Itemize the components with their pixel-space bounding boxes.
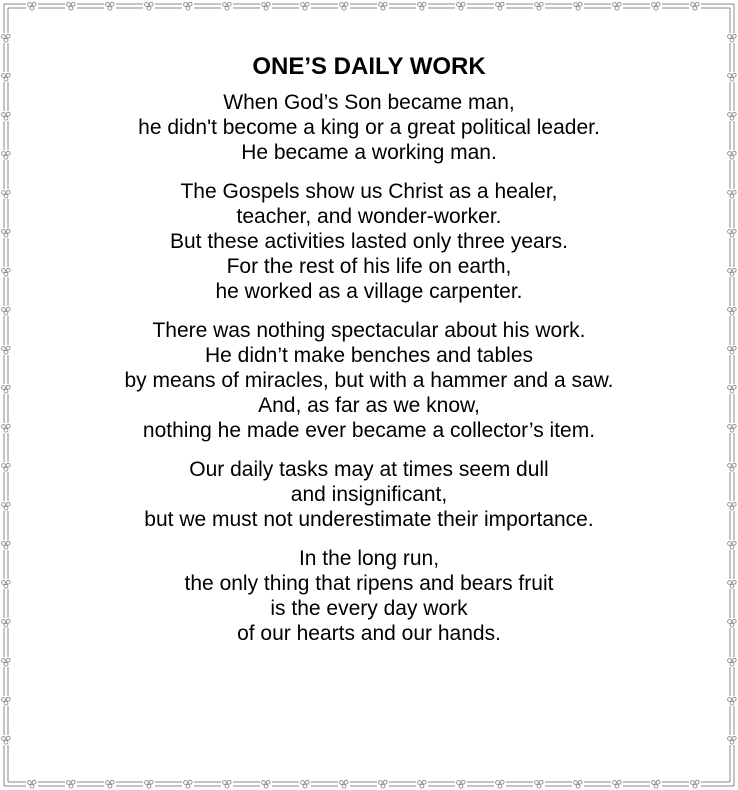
stanza-line: And, as far as we know, bbox=[258, 394, 480, 417]
vine-knot-icon bbox=[455, 1, 467, 11]
vine-knot-icon bbox=[65, 1, 77, 11]
vine-knot-icon bbox=[104, 1, 116, 11]
vine-knot-icon bbox=[0, 735, 12, 745]
stanza-5 bbox=[22, 546, 716, 646]
vine-knot-icon bbox=[0, 657, 12, 667]
vine-knot-icon bbox=[0, 111, 12, 121]
stanza-line: When God’s Son became man, bbox=[223, 91, 515, 114]
vine-knot-icon bbox=[726, 267, 738, 277]
vine-knot-icon bbox=[533, 1, 545, 11]
vine-knot-icon bbox=[0, 696, 12, 706]
stanza-line: he didn't become a king or a great political leader. bbox=[138, 116, 600, 139]
vine-knot-icon bbox=[0, 579, 12, 589]
vine-knot-icon bbox=[726, 423, 738, 433]
vine-knot-icon bbox=[726, 657, 738, 667]
vine-knot-icon bbox=[182, 779, 194, 789]
vine-knot-icon bbox=[689, 779, 701, 789]
vine-knot-icon bbox=[726, 111, 738, 121]
vine-knot-icon bbox=[260, 779, 272, 789]
page-title: ONE’S DAILY WORK bbox=[252, 53, 486, 80]
vine-knot-icon bbox=[533, 779, 545, 789]
vine-knot-icon bbox=[0, 423, 12, 433]
stanza-line: the only thing that ripens and bears fruit bbox=[184, 572, 554, 595]
vine-knot-icon bbox=[416, 1, 428, 11]
vine-knot-icon bbox=[26, 1, 38, 11]
vine-knot-icon bbox=[611, 1, 623, 11]
vine-knot-icon bbox=[494, 1, 506, 11]
vine-knot-icon bbox=[0, 540, 12, 550]
vine-knot-icon bbox=[260, 1, 272, 11]
stanza-2 bbox=[22, 179, 716, 304]
stanza-line: by means of miracles, but with a hammer and a saw. bbox=[124, 369, 614, 392]
vine-knot-icon bbox=[726, 189, 738, 199]
vine-knot-icon bbox=[182, 1, 194, 11]
vine-knot-icon bbox=[572, 779, 584, 789]
vine-knot-icon bbox=[104, 779, 116, 789]
vine-knot-icon bbox=[0, 345, 12, 355]
stanza-3 bbox=[22, 318, 716, 443]
vine-knot-icon bbox=[0, 267, 12, 277]
stanza-line: He didn’t make benches and tables bbox=[204, 344, 534, 367]
vine-knot-icon bbox=[299, 1, 311, 11]
vine-knot-icon bbox=[0, 384, 12, 394]
stanza-line: The Gospels show us Christ as a healer, bbox=[180, 180, 558, 203]
vine-knot-icon bbox=[726, 579, 738, 589]
vine-knot-icon bbox=[726, 33, 738, 43]
vine-knot-icon bbox=[726, 735, 738, 745]
vine-knot-icon bbox=[143, 1, 155, 11]
vine-knot-icon bbox=[65, 779, 77, 789]
vine-knot-icon bbox=[726, 462, 738, 472]
vine-knot-icon bbox=[377, 779, 389, 789]
vine-knot-icon bbox=[0, 72, 12, 82]
vine-knot-icon bbox=[0, 189, 12, 199]
stanza-line: For the rest of his life on earth, bbox=[226, 255, 512, 278]
vine-knot-icon bbox=[689, 1, 701, 11]
stanza-line: Our daily tasks may at times seem dull bbox=[189, 458, 549, 481]
vine-knot-icon bbox=[611, 779, 623, 789]
stanza-line: nothing he made ever became a collector’s item. bbox=[142, 419, 596, 442]
vine-knot-icon bbox=[726, 384, 738, 394]
vine-knot-icon bbox=[416, 779, 428, 789]
vine-knot-icon bbox=[338, 779, 350, 789]
vine-knot-icon bbox=[726, 618, 738, 628]
vine-knot-icon bbox=[0, 150, 12, 160]
stanza-line: but we must not underestimate their importance. bbox=[144, 508, 594, 531]
vine-knot-icon bbox=[26, 779, 38, 789]
vine-knot-icon bbox=[726, 72, 738, 82]
vine-knot-icon bbox=[726, 306, 738, 316]
stanza-4 bbox=[22, 457, 716, 532]
stanza-line: he worked as a village carpenter. bbox=[215, 280, 523, 303]
stanza-line: He became a working man. bbox=[241, 141, 497, 164]
vine-knot-icon bbox=[455, 779, 467, 789]
stanza-line: is the every day work bbox=[270, 597, 468, 620]
vine-knot-icon bbox=[0, 618, 12, 628]
stanza-line: In the long run, bbox=[298, 547, 440, 570]
vine-knot-icon bbox=[338, 1, 350, 11]
vine-knot-icon bbox=[726, 540, 738, 550]
vine-knot-icon bbox=[221, 779, 233, 789]
vine-knot-icon bbox=[221, 1, 233, 11]
vine-knot-icon bbox=[377, 1, 389, 11]
vine-knot-icon bbox=[0, 501, 12, 511]
stanza-line: There was nothing spectacular about his work. bbox=[152, 319, 586, 342]
stanza-line: teacher, and wonder-worker. bbox=[236, 205, 502, 228]
stanza-line: of our hearts and our hands. bbox=[237, 622, 501, 645]
vine-knot-icon bbox=[0, 33, 12, 43]
vine-knot-icon bbox=[726, 501, 738, 511]
vine-knot-icon bbox=[572, 1, 584, 11]
vine-knot-icon bbox=[143, 779, 155, 789]
reflection-text bbox=[22, 52, 716, 660]
vine-knot-icon bbox=[650, 779, 662, 789]
vine-knot-icon bbox=[726, 228, 738, 238]
vine-knot-icon bbox=[0, 306, 12, 316]
vine-knot-icon bbox=[0, 462, 12, 472]
vine-knot-icon bbox=[0, 228, 12, 238]
stanza-line: But these activities lasted only three years. bbox=[169, 230, 569, 253]
vine-knot-icon bbox=[299, 779, 311, 789]
stanza-1 bbox=[22, 90, 716, 165]
stanza-line: and insignificant, bbox=[290, 483, 448, 506]
vine-knot-icon bbox=[494, 779, 506, 789]
vine-knot-icon bbox=[650, 1, 662, 11]
vine-knot-icon bbox=[726, 345, 738, 355]
vine-knot-icon bbox=[726, 150, 738, 160]
vine-knot-icon bbox=[726, 696, 738, 706]
